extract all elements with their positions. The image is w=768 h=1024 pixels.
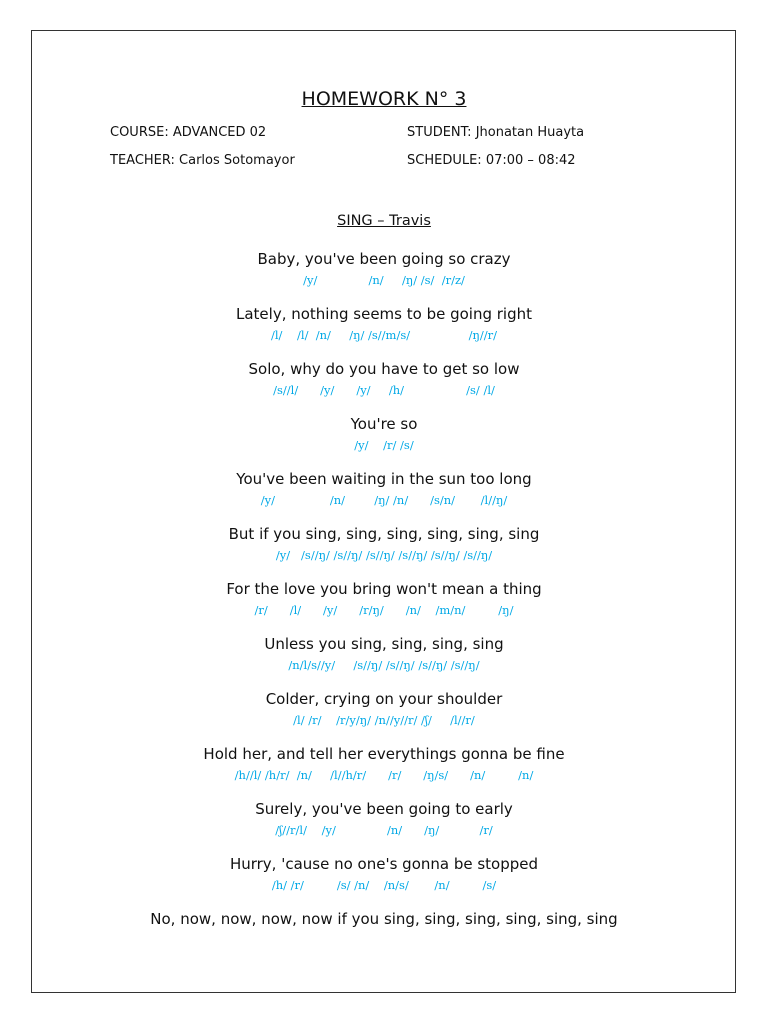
lyric-line: Unless you sing, sing, sing, sing — [264, 635, 504, 653]
lyric-line: Lately, nothing seems to be going right — [236, 305, 532, 323]
phonetic-line: /y/ /n/ /ŋ/ /s/ /r/z/ — [303, 273, 465, 287]
page-title: HOMEWORK N° 3 — [301, 88, 467, 110]
lyric-line: No, now, now, now, now if you sing, sing, sing, sing, sing, sing — [150, 910, 618, 928]
phonetic-line: /y/ /r/ /s/ — [354, 438, 414, 452]
song-title: SING – Travis — [337, 213, 431, 229]
lyric-line: You've been waiting in the sun too long — [236, 470, 532, 488]
lyric-line: Hold her, and tell her everythings gonna be fine — [203, 745, 565, 763]
phonetic-line: /l/ /l/ /n/ /ŋ/ /s//m/s/ /ŋ//r/ — [270, 328, 497, 342]
phonetic-line: /ʃ//r/l/ /y/ /n/ /ŋ/ /r/ — [275, 823, 493, 837]
schedule-info — [407, 153, 576, 168]
teacher-value: Carlos Sotomayor — [179, 153, 295, 168]
page-border — [31, 30, 736, 993]
phonetic-line: /n/l/s//y/ /s//ŋ/ /s//ŋ/ /s//ŋ/ /s//ŋ/ — [288, 658, 480, 672]
lyric-line: Surely, you've been going to early — [255, 800, 513, 818]
student-label: STUDENT: — [407, 125, 472, 140]
lyric-line: For the love you bring won't mean a thing — [226, 580, 542, 598]
phonetic-line: /l/ /r/ /r/y/ŋ/ /n//y//r/ /ʃ/ /l//r/ — [293, 713, 475, 727]
teacher-label: TEACHER: — [110, 153, 175, 168]
lyric-line: Baby, you've been going so crazy — [257, 250, 511, 268]
phonetic-line: /y/ /n/ /ŋ/ /n/ /s/n/ /l//ŋ/ — [260, 493, 508, 507]
lyric-line: But if you sing, sing, sing, sing, sing, sing — [228, 525, 540, 543]
lyric-line: Solo, why do you have to get so low — [248, 360, 520, 378]
course-label: COURSE: — [110, 125, 169, 140]
student-info — [407, 125, 584, 140]
phonetic-line: /y/ /s//ŋ/ /s//ŋ/ /s//ŋ/ /s//ŋ/ /s//ŋ/ /s//ŋ/ — [275, 548, 493, 562]
lyric-line: You're so — [350, 415, 418, 433]
phonetic-line: /s//l/ /y/ /y/ /h/ /s/ /l/ — [273, 383, 495, 397]
schedule-value: 07:00 – 08:42 — [485, 153, 576, 168]
lyric-line: Colder, crying on your shoulder — [265, 690, 503, 708]
student-value: Jhonatan Huayta — [475, 125, 585, 140]
phonetic-line: /h//l/ /h/r/ /n/ /l//h/r/ /r/ /ŋ/s/ /n/ /n/ — [234, 768, 534, 782]
lyric-line: Hurry, 'cause no one's gonna be stopped — [229, 855, 539, 873]
teacher-info — [110, 153, 295, 168]
course-info — [110, 125, 266, 140]
phonetic-line: /h/ /r/ /s/ /n/ /n/s/ /n/ /s/ — [271, 878, 497, 892]
course-value: ADVANCED 02 — [172, 125, 267, 140]
phonetic-line: /r/ /l/ /y/ /r/ŋ/ /n/ /m/n/ /ŋ/ — [254, 603, 514, 617]
schedule-label: SCHEDULE: — [407, 153, 482, 168]
